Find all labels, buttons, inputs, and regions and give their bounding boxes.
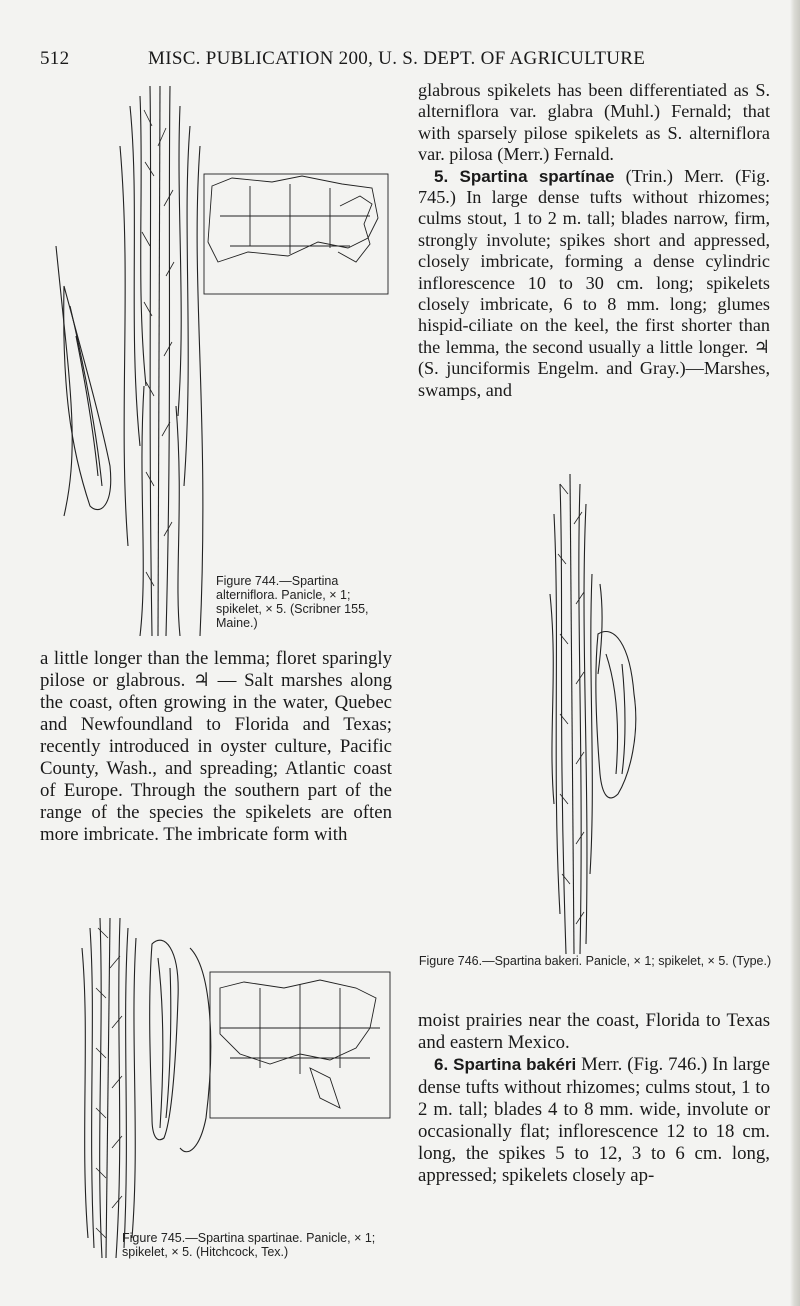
figure-744-illustration xyxy=(40,86,400,636)
running-title: MISC. PUBLICATION 200, U. S. DEPT. OF AGRICULTURE xyxy=(148,48,646,69)
fig745-spikelet xyxy=(150,940,178,1140)
figure-744-caption: Figure 744.—Spartina alterniflora. Panicle, × 1; spikelet, × 5. (Scribner 155, Maine.) xyxy=(216,574,369,630)
fig744-panicle-stem xyxy=(158,86,160,636)
fig746-panicle-stem xyxy=(570,474,574,954)
page-number: 512 xyxy=(40,48,70,69)
figure-745-illustration xyxy=(60,918,400,1258)
fig745-panicle-stem xyxy=(106,918,110,1258)
figure-746-caption: Figure 746.—Spartina bakeri. Panicle, × 1; spikelet, × 5. (Type.) xyxy=(418,954,772,968)
figure-745-caption: Figure 745.—Spartina spartinae. Panicle, × 1; spikelet, × 5. (Hitchcock, Tex.) xyxy=(122,1231,376,1259)
spartinae-habitat-continuation: moist prairies near the coast, Florida to Texas and eastern Mexico. xyxy=(418,1010,770,1054)
right-column-top xyxy=(418,80,770,401)
page-edge-shadow xyxy=(790,0,800,1306)
species-6-heading: 6. Spartina bakéri xyxy=(434,1055,577,1075)
species-5-paragraph xyxy=(418,166,770,401)
figure-746-illustration xyxy=(530,474,670,954)
fig744-range-map xyxy=(204,174,388,294)
left-column-middle xyxy=(40,648,392,846)
fig745-range-map xyxy=(210,972,390,1118)
species-6-paragraph xyxy=(418,1054,770,1187)
species-6-description: Merr. (Fig. 746.) In large dense tufts without rhizomes; culms stout, 1 to 2 m. tall; blades 4 to 8 mm. wide, involute or occasionally flat; inflorescence 12 to 18 cm. long, the spikes 5 to 12, 3 to 6 cm. long, appressed; spikelets closely ap- xyxy=(418,1054,770,1187)
alterniflora-variants-paragraph: glabrous spikelets has been differentiated as S. alterniflora var. glabra (Muhl.) Fernald; that with sparsely pilose spikelets as S. alterniflora var. pilosa (Merr.) Fernald. xyxy=(418,80,770,165)
right-column-bottom xyxy=(418,1010,770,1188)
alterniflora-description-continuation: a little longer than the lemma; floret sparingly pilose or glabrous. ♃ — Salt marshes along the coast, often growing in the water, Quebec and Newfoundland to Florida and Texas; recently introduced in oyster culture, Pacific County, Wash., and spreading; Atlantic coast of Europe. Through the southern part of the range of the species the spikelets are often more imbricate. The imbricate form with xyxy=(40,648,392,845)
species-5-description: (Trin.) Merr. (Fig. 745.) In large dense tufts without rhizomes; culms stout, 1 to 2 m. tall; blades narrow, firm, strongly involute; spikes short and appressed, closely imbricate, forming a dense cylindric inflorescence 10 to 30 cm. long; spikelets closely imbricate, 6 to 8 mm. long; glumes hispid-ciliate on the keel, the first shorter than the lemma, the second usually a little longer. ♃ (S. junciformis Engelm. and Gray.)—Marshes, swamps, and xyxy=(418,165,770,400)
species-5-heading: 5. Spartina spartínae xyxy=(434,166,615,186)
